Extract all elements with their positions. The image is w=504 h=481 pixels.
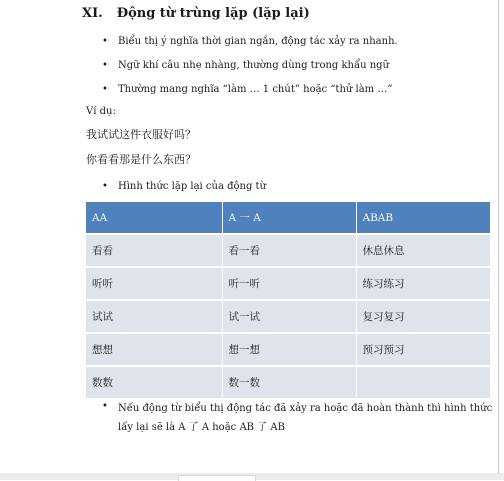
- section-number: XI.: [82, 6, 103, 21]
- bullet-dot-icon: •: [102, 401, 108, 412]
- example-label: Ví dụ:: [86, 106, 116, 117]
- page-bottom-tab: [178, 475, 256, 481]
- table-cell: 练习练习: [356, 267, 490, 300]
- table-row: [86, 366, 490, 398]
- table-cell: 数一数: [222, 366, 356, 398]
- table-row: [86, 333, 490, 366]
- table-cell: 想想: [86, 333, 222, 366]
- table-cell: 听一听: [222, 267, 356, 300]
- table-intro-text: Hình thức lặp lại của động từ: [118, 181, 267, 192]
- example-sentence: 你看看那是什么东西？: [86, 153, 196, 166]
- table-cell: 看一看: [222, 234, 356, 267]
- table-cell: [356, 366, 490, 398]
- section-heading: [82, 6, 310, 21]
- section-title: Động từ trùng lặp (lặp lại): [116, 6, 310, 21]
- table-cell: 休息休息: [356, 234, 490, 267]
- bullet-dot-icon: •: [102, 60, 108, 71]
- bullet-dot-icon: •: [102, 36, 108, 47]
- bullet-text: Thường mang nghĩa “làm … 1 chút” hoặc “thử làm …”: [118, 84, 393, 95]
- table-header-cell: AA: [86, 202, 222, 234]
- table-header-cell: A 一 A: [222, 202, 356, 234]
- bullet-text: Ngữ khí câu nhẹ nhàng, thường dùng trong khẩu ngữ: [118, 60, 390, 71]
- table-row: [86, 267, 490, 300]
- table-cell: 听听: [86, 267, 222, 300]
- bullet-item: [102, 58, 390, 74]
- bullet-dot-icon: •: [102, 84, 108, 95]
- table-cell: 试试: [86, 300, 222, 333]
- table-cell: 看看: [86, 234, 222, 267]
- reduplication-table: [86, 202, 491, 398]
- final-note-line: Nếu động từ biểu thị động tác đã xảy ra hoặc đã hoàn thành thì hình thức: [118, 403, 493, 414]
- bullet-dot-icon: •: [102, 181, 108, 192]
- bullet-item: [102, 399, 493, 437]
- table-row: [86, 300, 490, 333]
- final-note-text: [118, 399, 498, 437]
- bullet-item: [102, 82, 393, 98]
- table-cell: 复习复习: [356, 300, 490, 333]
- table-cell: 想一想: [222, 333, 356, 366]
- table-cell: 试一试: [222, 300, 356, 333]
- bullet-item: [102, 34, 398, 50]
- table-cell: 预习预习: [356, 333, 490, 366]
- final-note-line: lấy lại sẽ là A 了 A hoặc AB 了 AB: [118, 422, 285, 433]
- table-cell: 数数: [86, 366, 222, 398]
- table-header-row: [86, 202, 490, 234]
- bullet-text: Biểu thị ý nghĩa thời gian ngắn, động tác xảy ra nhanh.: [118, 36, 398, 47]
- example-sentence: 我试试这件衣服好吗？: [86, 128, 196, 141]
- bullet-item: [102, 179, 267, 195]
- page-edge: [498, 0, 499, 480]
- table-header-cell: ABAB: [356, 202, 490, 234]
- table-row: [86, 234, 490, 267]
